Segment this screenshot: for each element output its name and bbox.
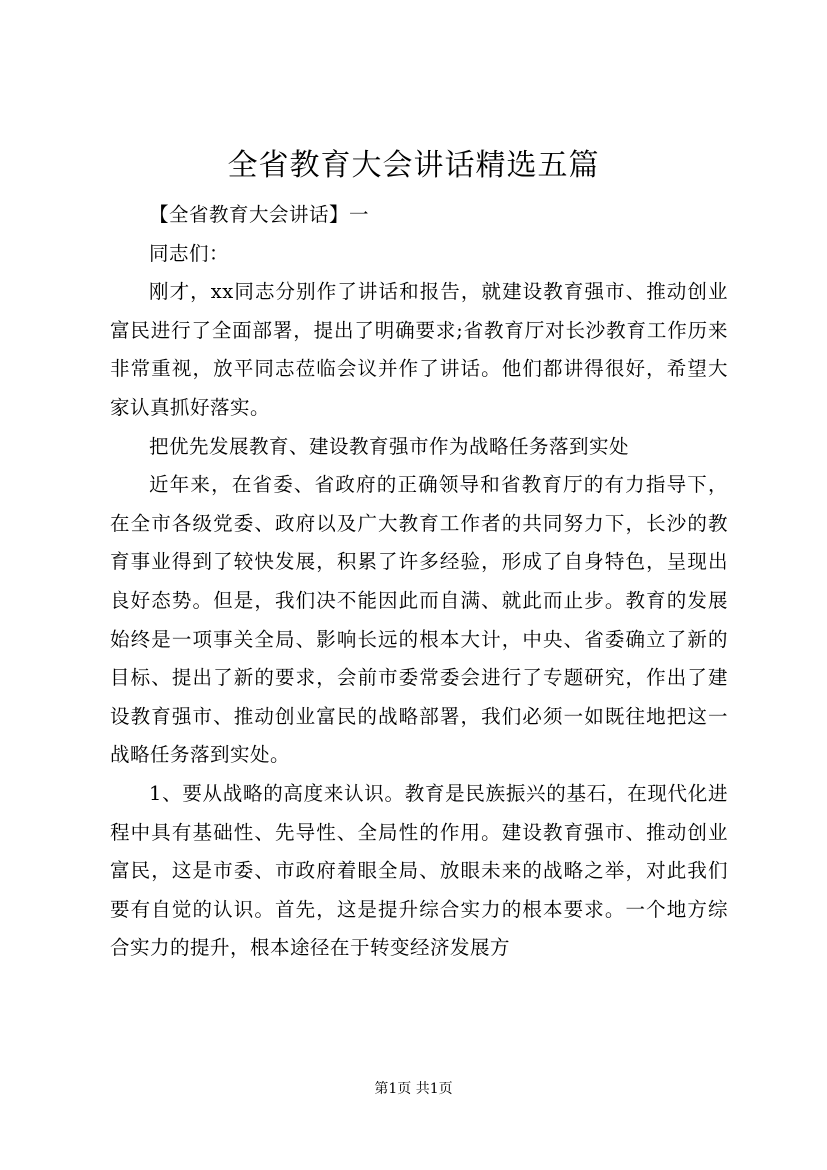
- paragraph-salutation: 同志们：: [149, 241, 230, 265]
- paragraph: 近年来，在省委、省政府的正确领导和省教育厅的有力指导下，在全市各级党委、政府以及广大教育工作者的共同努力下，长沙的教育事业得到了较快发展，积累了许多经验，形成了自身特色，呈现出良好态势。但是，我们决不能因此而自满、就此而止步。教育的发展始终是一项事关全局、影响长远的根本大计，中央、省委确立了新的目标、提出了新的要求，会前市委常委会进行了专题研究，作出了建设教育强市、推动创业富民的战略部署，我们必须一如既往地把这一战略任务落到实处。: [110, 473, 728, 767]
- page-footer: 第1页 共1页: [374, 1081, 453, 1097]
- document-title: 全省教育大会讲话精选五篇: [227, 148, 600, 183]
- document-body: [110, 196, 728, 968]
- paragraph-heading: 【全省教育大会讲话】一: [149, 203, 370, 226]
- paragraph-subheading: 把优先发展教育、建设教育强市作为战略任务落到实处: [149, 434, 630, 458]
- paragraph: 刚才，xx同志分别作了讲话和报告，就建设教育强市、推动创业富民进行了全面部署，提出了明确要求;省教育厅对长沙教育工作历来非常重视，放平同志莅临会议并作了讲话。他们都讲得很好，希望大家认真抓好落实。: [110, 280, 728, 419]
- paragraph: 1、要从战略的高度来认识。教育是民族振兴的基石，在现代化进程中具有基础性、先导性、全局性的作用。建设教育强市、推动创业富民，这是市委、市政府着眼全局、放眼未来的战略之举，对此我们要有自觉的认识。首先，这是提升综合实力的根本要求。一个地方综合实力的提升，根本途径在于转变经济发展方: [110, 781, 728, 960]
